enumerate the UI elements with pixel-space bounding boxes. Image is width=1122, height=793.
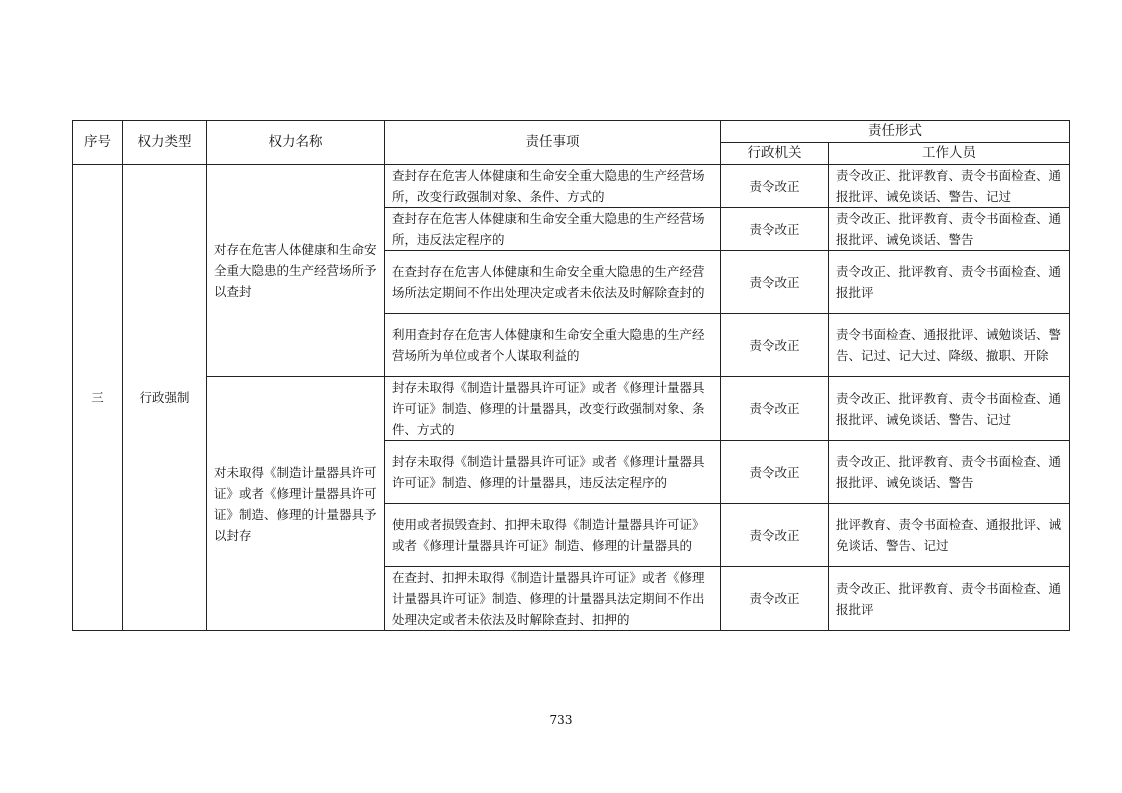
staff-cell: 责令改正、批评教育、责令书面检查、通报批评、诫免谈话、警告、记过: [829, 377, 1070, 441]
power-type-cell: 行政强制: [123, 165, 207, 631]
item-cell: 查封存在危害人体健康和生命安全重大隐患的生产经营场所，违反法定程序的: [385, 208, 721, 251]
staff-cell: 责令书面检查、通报批评、诫勉谈话、警告、记过、记大过、降级、撤职、开除: [829, 314, 1070, 377]
staff-cell: 批评教育、责令书面检查、通报批评、诫免谈话、警告、记过: [829, 504, 1070, 567]
header-row: [73, 121, 1070, 143]
power-name-cell: 对存在危害人体健康和生命安全重大隐患的生产经营场所予以查封: [207, 165, 385, 377]
agency-cell: 责令改正: [721, 314, 829, 377]
power-name-cell: 对未取得《制造计量器具许可证》或者《修理计量器具许可证》制造、修理的计量器具予以封存: [207, 377, 385, 631]
item-cell: 在查封存在危害人体健康和生命安全重大隐患的生产经营场所法定期间不作出处理决定或者未依法及时解除查封的: [385, 251, 721, 314]
header-admin-agency: 行政机关: [721, 143, 829, 165]
agency-cell: 责令改正: [721, 441, 829, 504]
header-power-type: 权力类型: [123, 121, 207, 165]
staff-cell: 责令改正、批评教育、责令书面检查、通报批评、诫免谈话、警告: [829, 441, 1070, 504]
header-responsibility-item: 责任事项: [385, 121, 721, 165]
page-number: 733: [549, 713, 573, 727]
agency-cell: 责令改正: [721, 165, 829, 208]
agency-cell: 责令改正: [721, 251, 829, 314]
table-row: [73, 165, 1070, 208]
responsibility-table: [72, 120, 1070, 631]
item-cell: 封存未取得《制造计量器具许可证》或者《修理计量器具许可证》制造、修理的计量器具，违反法定程序的: [385, 441, 721, 504]
agency-cell: 责令改正: [721, 504, 829, 567]
header-staff: 工作人员: [829, 143, 1070, 165]
header-seq: 序号: [73, 121, 123, 165]
item-cell: 使用或者损毁查封、扣押未取得《制造计量器具许可证》或者《修理计量器具许可证》制造、修理的计量器具的: [385, 504, 721, 567]
agency-cell: 责令改正: [721, 208, 829, 251]
header-responsibility-form: 责任形式: [721, 121, 1070, 143]
agency-cell: 责令改正: [721, 377, 829, 441]
staff-cell: 责令改正、批评教育、责令书面检查、通报批评、诫免谈话、警告: [829, 208, 1070, 251]
item-cell: 在查封、扣押未取得《制造计量器具许可证》或者《修理计量器具许可证》制造、修理的计量器具法定期间不作出处理决定或者未依法及时解除查封、扣押的: [385, 567, 721, 631]
item-cell: 查封存在危害人体健康和生命安全重大隐患的生产经营场所，改变行政强制对象、条件、方式的: [385, 165, 721, 208]
header-power-name: 权力名称: [207, 121, 385, 165]
agency-cell: 责令改正: [721, 567, 829, 631]
staff-cell: 责令改正、批评教育、责令书面检查、通报批评: [829, 251, 1070, 314]
staff-cell: 责令改正、批评教育、责令书面检查、通报批评、诫免谈话、警告、记过: [829, 165, 1070, 208]
item-cell: 封存未取得《制造计量器具许可证》或者《修理计量器具许可证》制造、修理的计量器具，改变行政强制对象、条件、方式的: [385, 377, 721, 441]
staff-cell: 责令改正、批评教育、责令书面检查、通报批评: [829, 567, 1070, 631]
seq-cell: 三: [73, 165, 123, 631]
table-row: [73, 377, 1070, 441]
item-cell: 利用查封存在危害人体健康和生命安全重大隐患的生产经营场所为单位或者个人谋取利益的: [385, 314, 721, 377]
